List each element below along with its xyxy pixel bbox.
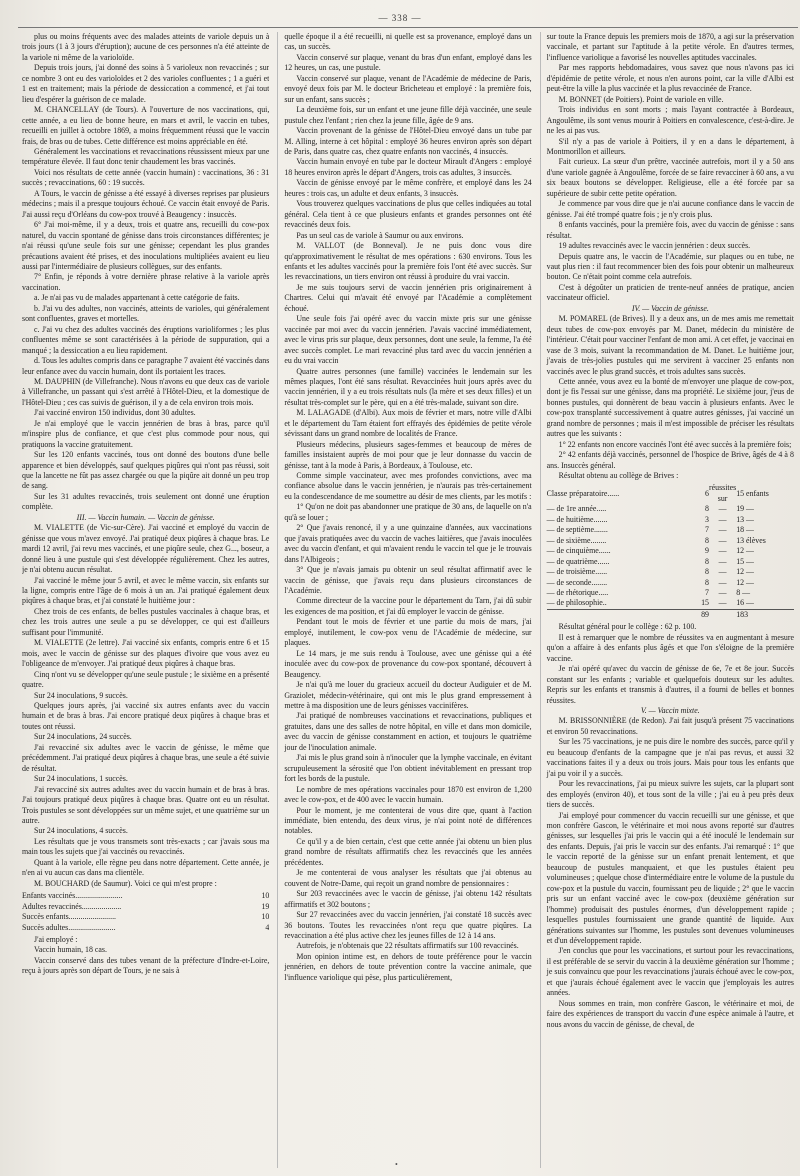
- paragraph: c. J'ai vu chez des adultes vaccinés des éruptions varioliformes ; les plus confluentes même se sont caractérisées à la période de suppuration, qui a manqué ; la dessiccation a eu lieu rapidement.: [22, 324, 270, 355]
- paragraph: J'ai pratiqué de nombreuses vaccinations et revaccinations, publiques et gratuites, dans une des salles de notre hôpital, en ville et dans mon domicile, avec du vaccin de génisse constamment en action, et toujours le quatrième jour de l'inoculation animale.: [284, 711, 532, 752]
- paragraph: Depuis quatre ans, le vaccin de l'Académie, sur plaques ou en tube, ne vaut plus rien : il faut recommencer bien des fois pour obtenir un malheureux bouton. Ce n'était point comme cela autrefois.: [546, 251, 794, 282]
- paragraph: Pour les revaccinations, j'ai pu mieux suivre les sujets, car la plupart sont des employés (environ 40), et tous sont de la ville ; j'ai eu à peu près deux tiers de succès.: [546, 779, 794, 810]
- saumur-table: [22, 891, 269, 933]
- paragraph: Je n'ai employé que le vaccin jennérien de bras à bras, parce qu'il m'inspire plus de confiance, et que c'est plus commode pour nous, qui pratiquons la vaccine gratuitement.: [22, 418, 270, 449]
- paragraph: Mon opinion intime est, en dehors de toute préférence pour le vaccin jennérien, en dehors de toute prévention contre la vaccine animale, que l'influence variolique qui pèse, plus particulièrement,: [284, 951, 532, 982]
- pupils: 19 —: [736, 504, 754, 514]
- successes: 6: [705, 488, 709, 498]
- successes: 8: [705, 567, 709, 577]
- pupils: 15 —: [736, 556, 754, 566]
- column-left: [22, 32, 269, 1168]
- paragraph: Sur 203 revaccinées avec le vaccin de génisse, j'ai obtenu 142 résultats affirmatifs et 302 boutons ;: [284, 889, 532, 909]
- paragraph: La deuxième fois, sur un enfant et une jeune fille déjà vaccinée, une seule pustule chez l'enfant ; rien chez la jeune fille, âgée de 9 ans.: [284, 105, 532, 125]
- col3-paras3: [547, 622, 794, 706]
- paragraph: 6° J'ai moi-même, il y a deux, trois et quatre ans, recueilli du cow-pox naturel, du vaccin spontané de génisse dans trois circonstances différentes; je n'ai réussi qu'une seule fois sur une génisse; cependant les plus grandes précautions avaient été prises, et des inoculations multipliées avaient eu lieu aussi par l'intermédiaire de plusieurs collègues, sur des enfants.: [22, 220, 270, 271]
- paragraph: Vaccin conservé dans des tubes venant de la préfecture d'Indre-et-Loire, reçu à jours après son départ de Tours, je ne sais à: [22, 955, 270, 976]
- class-label: — de quatrième......: [546, 556, 610, 566]
- paragraph: Sur les 120 enfants vaccinés, tous ont donné des boutons d'une belle apparence et bien développés, sauf quelques piqûres qui n'ont pas réussi, soit que la lancette ne fût pas assez chargée ou que la piqûre ait donné un peu trop de sang.: [22, 450, 270, 491]
- paragraph: M. DAUPHIN (de Villefranche). Nous n'avons eu que deux cas de variole à Villefranche, un passant qui s'est arrêté à l'Hôtel-Dieu, et la domestique de l'Hôtel-Dieu ; ces cas suivis de guérison, il y a de cela environ trois mois.: [22, 376, 270, 407]
- dash: —: [718, 514, 727, 524]
- paragraph: Trois individus en sont morts ; mais l'ayant contractée à Bordeaux, Angoulême, ils sont venus mourir à Poitiers en convalescence, c'est-à-dire. Je ne les ai pas vus.: [546, 105, 794, 136]
- paragraph: Depuis trois jours, j'ai donné des soins à 5 varioleux non revaccinés ; sur ce nombre 3 ont eu des varioloïdes et 2 des varioles confluentes ; 1 a guéri et 1 est en traitement; mais la période de dessiccation a commencé, et j'ai tout lieu d'espérer la guérison de ce malade.: [22, 63, 270, 104]
- section-title: IV. — Vaccin de génisse.: [631, 303, 709, 313]
- paragraph: Sur les 75 vaccinations, je ne puis dire le nombre des succès, parce qu'il y eu beaucoup d'enfants de la campagne que je n'ai pas revus, et aussi 32 vaccinations faites il y a deux ou trois jours. Mais pour tous les enfants que j'ai pu voir il y a succès.: [546, 737, 794, 778]
- paragraph: 2° 42 enfants déjà vaccinés, personnel de l'hospice de Brive, âgés de 4 à 8 ans. Insuccès général.: [546, 450, 794, 470]
- paragraph: Nous sommes en train, mon confrère Gascon, le vétérinaire et moi, de faire des expériences de transport du vaccin d'une espèce animale à l'autre, et nous avons du vaccin de génisse, de cheval, de: [546, 998, 794, 1029]
- col1-paras2: [22, 523, 269, 889]
- table-cell-value: 4: [265, 922, 270, 932]
- paragraph: J'ai employé :: [34, 934, 78, 944]
- paragraph: Sur 24 inoculations, 1 succès.: [34, 774, 128, 784]
- dash: —: [718, 598, 727, 608]
- paragraph: plus ou moins fréquents avec des malades atteints de variole depuis un à trois jours (1 à 3 jours d'éruption); aucune de ces personnes n'a été atteinte de la variole ni même de la varioloïde.: [22, 32, 270, 62]
- table-cell-value: 10: [261, 891, 270, 901]
- successes: 15: [701, 598, 709, 608]
- paragraph: Une seule fois j'ai opéré avec du vaccin mixte pris sur une génisse vaccinée par moi avec du vaccin jennérien. J'avais vacciné immédiatement, avec le virus pris sur plaque, deux personnes, dont une seule, la femme, l'a été avec succès complet. Le mari revacciné plus tard avec du vaccin jennérien a eu du vrai vaccin: [284, 314, 532, 366]
- paragraph: Quant à la variole, elle règne peu dans notre département. Cette année, je n'en ai vu aucun cas dans ma clientèle.: [22, 857, 270, 878]
- paragraph: Vaccin conservé sur plaque, venant du bras d'un enfant, employé dans les 12 heures, un cas, une pustule.: [284, 52, 532, 73]
- paragraph: Pas un seul cas de variole à Saumur ou aux environs.: [296, 230, 464, 240]
- paragraph: Plusieurs médecins, plusieurs sages-femmes et beaucoup de mères de familles insistaient auprès de moi pour que je leur donnasse du vaccin de génisse, tant à la mode à Paris, à Bordeaux, à Toulouse, etc.: [284, 439, 532, 470]
- table-row: [547, 567, 794, 577]
- table-cell-label: Enfants vaccinés........................: [22, 891, 123, 901]
- paragraph: M. CHANCELLAY (de Tours). A l'ouverture de nos vaccinations, qui, cette année, a eu lieu de bonne heure, en mars et avril, le vaccin en tubes, recueilli en juillet à octobre 1869, a moins fréquemment réussi que le vaccin frais, de bras ou de tubes. Cette différence est moins appréciable en été.: [22, 105, 270, 146]
- paragraph: J'en conclus que pour les vaccinations, et surtout pour les revaccinations, il est préférable de se servir du vaccin à la deuxième génération sur l'homme ; je suis convaincu que pour les revaccinations j'aurais échoué avec le cow-pox, et que j'aurais échoué également avec le vaccin que j'employais les autres années.: [546, 946, 794, 998]
- page-number: — 338 —: [378, 13, 422, 23]
- dash: —: [718, 567, 727, 577]
- paragraph: J'ai vacciné environ 150 individus, dont 30 adultes.: [34, 408, 196, 418]
- paragraph: Sur les 31 adultes revaccinés, trois seulement ont donné une éruption complète.: [22, 491, 270, 512]
- table-row: [547, 515, 794, 525]
- paragraph: Fait curieux. La sœur d'un prêtre, vaccinée autrefois, mort il y a 50 ans d'une variole gagnée à Angoulême, forcée de se faire revacciner à 60 ans, a vu six beaux boutons se développer. Religieuse, elle a été forcée par sa supérieure de subir cette petite opération.: [546, 157, 794, 198]
- paragraph: J'ai employé pour commencer du vaccin recueilli sur une génisse, et que mon confrère Gascon, le vétérinaire et moi nous avons reporté sur d'autres génisses, sur lesquelles j'ai pris le vaccin qui a été inoculé le lendemain sur des enfants. Depuis, j'ai pris le vaccin sur des enfants. J'ai remarqué : 1° que le vaccin reporté de la génisse sur un enfant prenait lentement, et que beaucoup de pustules manquaient, et que les pustules étaient peu volumineuses ; quelque chose d'intermédiaire entre le volume de la pustule du cow-pox et la pustule du vaccin, fournissant peu de liquide ; 2° que le vaccin pris sur un enfant vacciné avec le cow-pox (deuxième génération sur l'homme) produisait des pustules énormes, d'un développement rapide ; lesquelles pustules fournissaient une grande quantité de liquide. Aux générations suivantes sur l'homme, les pustules sont devenues volumineuses et d'un développement rapide.: [546, 810, 794, 945]
- column-right: [540, 32, 794, 1168]
- paragraph: J'ai vacciné le même jour 5 avril, et avec le même vaccin, six enfants sur la ligne, compris entre l'âge de 6 mois à un an. J'ai pratiqué également deux piqûres à chaque bras, et j'ai constaté le huitième jour :: [22, 575, 270, 606]
- paragraph: M. BOUCHARD (de Saumur). Voici ce qui m'est propre :: [34, 878, 217, 888]
- paragraph: Vaccin conservé sur plaque, venant de l'Académie de médecine de Paris, envoyé deux fois par M. le docteur Bricheteau et employé : la première fois, sur un enfant, sans succès ;: [284, 73, 532, 104]
- paragraph: Le 14 mars, je me suis rendu à Toulouse, avec une génisse qui a été inoculée avec du cow-pox de provenance du cow-pox spontané, découvert à Beaugency.: [284, 648, 532, 679]
- paragraph: Quelques jours après, j'ai vacciné six autres enfants avec du vaccin humain et de bras à bras. J'ai encore pratiqué deux piqûres à chaque bras et toutes ont réussi.: [22, 701, 270, 731]
- paragraph: M. POMAREL (de Brives). Il y a deux ans, un de mes amis me remettait deux tubes de cow-pox envoyés par M. Danet, médecin du ministère de l'intérieur. C'était pour vacciner l'enfant de mon ami. A cet effet, je vaccinai en vase de 3 mois, suivant la recommandation de M. Danet. Le huitième jour, j'avais de très-jolies pustules qui me servirent à vacciner 25 enfants non vaccinés avec le plus grand succès, et trois adultes sans succès.: [546, 314, 794, 376]
- paragraph: Le nombre de mes opérations vaccinales pour 1870 est environ de 1,200 avec le cow-pox, et de 400 avec le vaccin humain.: [284, 784, 532, 805]
- paragraph: 7° Enfin, je réponds à votre dernière phrase relative à la variole après vaccination.: [22, 272, 270, 292]
- paragraph: Vaccin humain, 18 cas.: [34, 945, 107, 955]
- paragraph: b. J'ai vu des adultes, non vaccinés, atteints de varioles, qui généralement sont confluentes, graves et mortelles.: [22, 303, 270, 324]
- header-rule: [18, 27, 798, 28]
- mid-label: réussites sur: [709, 483, 737, 503]
- col3-paras: [547, 32, 794, 304]
- paragraph: Sur 24 inoculations, 9 succès.: [34, 690, 128, 700]
- table-row: [22, 912, 269, 922]
- pupils: 12 —: [736, 567, 754, 577]
- paragraph: Pour le moment, je me contenterai de vous dire que, quant à l'action immédiate, bien entendu, des deux virus, je n'ai point noté de différences notables.: [284, 805, 532, 836]
- paragraph: M. VALLOT (de Bonneval). Je ne puis donc vous dire qu'approximativement le résultat de mes opérations : 630 environs. Tous les enfants et les adultes vaccinés pour la première fois l'ont été avec succès. Sur les revaccinations, un tiers environ ont réussi à produire du vrai vaccin.: [284, 241, 532, 282]
- class-label: — de rhétorique.....: [546, 588, 609, 598]
- text-columns: [22, 32, 794, 1168]
- table-row: [547, 598, 794, 609]
- class-label: — de philosophie..: [546, 598, 607, 608]
- paragraph: Par mes rapports hebdomadaires, vous savez que nous n'avons pas ici d'épidémie de petite vérole, et nous n'en aurons point, car la ville d'Albi est peut-être la ville la plus vaccinée et la plus revaccinée de France.: [546, 63, 794, 94]
- pupils: 12 —: [736, 546, 754, 556]
- section-title: III. — Vaccin humain. — Vaccin de génisse.: [76, 512, 215, 522]
- pupils: 13 —: [736, 514, 754, 524]
- col2-paras: [284, 32, 531, 983]
- paragraph: quelle époque il a été recueilli, ni quelle est sa provenance, employé dans un cas, un succès.: [284, 32, 532, 52]
- paragraph: Comme simple vaccinateur, avec mes profondes convictions, avec ma confiance absolue dans le vaccin jennérien, je n'aurais pas très-certainement eu la condescendance de me soumettre au désir de mes clients, par les motifs :: [284, 471, 532, 501]
- paragraph: Ce qu'il y a de bien certain, c'est que cette année j'ai obtenu un bien plus grand nombre de résultats affirmatifs chez les revaccinés que les années précédentes.: [284, 836, 532, 867]
- table-row: [22, 902, 269, 912]
- paragraph: 2° Que j'avais renoncé, il y a une quinzaine d'années, aux vaccinations que j'avais pratiquées avec du vaccin de vaches laitières, que j'avais inoculées avec du vaccin d'enfant, et qui m'avaient rendu le vaccin tel que je le trouvais dans l'Albigeois ;: [284, 523, 532, 564]
- table-row: [547, 588, 794, 598]
- pupils: 12 —: [736, 577, 754, 587]
- paragraph: Vaccin de génisse envoyé par le même confrère, et employé dans les 24 heures : trois cas, un adulte et deux enfants, 3 insuccès.: [284, 178, 532, 198]
- paragraph: M. VIALETTE (2e lettre). J'ai vacciné six enfants, compris entre 6 et 15 mois, avec le vaccin de génisse sur des plaques d'ivoire que vous avez eu l'obligeance de m'envoyer. J'ai pratiqué deux piqûres à chaque bras.: [22, 638, 270, 669]
- paragraph: Je n'ai qu'à me louer du gracieux accueil du docteur Audiguier et de M. Graziolet, médecin-vétérinaire, qui ont mis le plus grand empressement à mettre à ma disposition une de leurs génisses vaccinifères.: [284, 680, 532, 710]
- paragraph: Les résultats que je vous transmets sont très-exacts ; car j'avais sous ma main tous les sujets que j'ai vaccinés ou revaccinés.: [22, 836, 270, 857]
- paragraph: sur toute la France depuis les premiers mois de 1870, a agi sur la préservation vaccinale, et partant sur l'aptitude à la petite vérole. En d'autres termes, l'influence variolique a favorisé les nouvelles aptitudes vaccinales.: [546, 32, 794, 62]
- paragraph: Je me contenterai de vous analyser les résultats que j'ai obtenus au couvent de Notre-Dame, qui reçoit un grand nombre de pensionnaires :: [284, 868, 532, 888]
- paragraph: 19 adultes revaccinés avec le vaccin jennérien : deux succès.: [558, 241, 751, 251]
- successes: 7: [705, 525, 709, 535]
- paragraph: 1° Qu'on ne doit pas abandonner une pratique de 30 ans, de laquelle on n'a qu'à se louer ;: [284, 502, 532, 522]
- col1-paras3: [22, 935, 269, 977]
- paragraph: Pendant tout le mois de février et une partie du mois de mars, j'ai employé, inutilement, le cow-pox venu de l'Académie de médecine, sur plaques.: [284, 617, 532, 648]
- paragraph: J'ai revacciné six autres adultes avec du vaccin humain et de bras à bras. J'ai toujours pratiqué deux piqûres à chaque bras. Quatre ont eu un résultat. Trois pustules se sont développées sur un même sujet, et une quatrième sur un autre.: [22, 784, 270, 825]
- paragraph: Sur 24 inoculations, 24 succès.: [34, 732, 132, 742]
- dash: —: [718, 546, 727, 556]
- col3-paras4: [547, 716, 794, 1030]
- class-label: — de cinquième......: [546, 546, 611, 556]
- paragraph: C'est à dégoûter un praticien de trente-neuf années de pratique, ancien vaccinateur officiel.: [546, 282, 794, 303]
- paragraph: d. Tous les adultes compris dans ce paragraphe 7 avaient été vaccinés dans leur enfance avec du vaccin humain, dont ils portaient les traces.: [22, 356, 270, 376]
- paragraph: Résultat obtenu au collège de Brives :: [558, 471, 679, 481]
- successes: 8: [705, 556, 709, 566]
- pupils: 13 élèves: [736, 535, 766, 545]
- dash: —: [718, 504, 727, 514]
- table-row: [547, 525, 794, 535]
- table-row: [22, 891, 269, 901]
- column-middle: [277, 32, 531, 1168]
- dash: —: [718, 588, 727, 598]
- brives-results-table: [547, 483, 794, 620]
- table-row: [22, 923, 269, 933]
- paragraph: 3° Que je n'avais jamais pu obtenir un seul résultat affirmatif avec le vaccin de génisse, que j'avais reçu dans plusieurs circonstances de l'Académie.: [284, 565, 532, 596]
- dash: —: [718, 525, 727, 535]
- successes: 9: [705, 546, 709, 556]
- paragraph: Sur 24 inoculations, 4 succès.: [34, 826, 128, 836]
- paragraph: J'ai mis le plus grand soin à n'inoculer que la lymphe vaccinale, en évitant scrupuleusement la sérosité que l'on obtient inévitablement en pressant trop fort les bords de la pustule.: [284, 753, 532, 784]
- table-row: [547, 504, 794, 514]
- paragraph: Il est à remarquer que le nombre de réussites va en augmentant à mesure qu'on a affaire à des enfants plus âgés et que l'on s'éloigne de la première vaccine.: [546, 632, 794, 663]
- paragraph: M. VIALETTE (de Vic-sur-Cère). J'ai vacciné et employé du vaccin de génisse que vous m'avez envoyé. J'ai pratiqué deux piqûres à chaque bras. Le mardi 12 avril, j'ai revu mes vaccinés, et une piqûre seule, chez G..., boseur, a donné lieu à une pustule qui s'est développée régulièrement. Chez les autres, je n'ai obtenu aucun résultat.: [22, 523, 270, 575]
- table-row: [547, 557, 794, 567]
- table-cell-label: Adultes revaccinés....................: [22, 901, 122, 911]
- table-total-row: [547, 609, 794, 620]
- class-label: — de seconde........: [546, 577, 608, 587]
- pupils: 8 —: [736, 588, 750, 598]
- class-label: — de huitième.......: [546, 514, 608, 524]
- successes: 8: [705, 504, 709, 514]
- dash: —: [718, 535, 727, 545]
- table-row: [547, 536, 794, 546]
- paragraph: Sur 27 revaccinées avec du vaccin jennérien, j'ai constaté 18 succès avec 36 boutons. Toutes les revaccinées n'ont reçu que quatre piqûres. La revaccination a été plus active chez les jeunes filles de 12 à 14 ans.: [284, 910, 532, 940]
- class-label: Classe préparatoire......: [546, 488, 620, 498]
- table-row: [547, 483, 794, 504]
- total-successes: 89: [675, 609, 709, 620]
- paragraph: M. LALAGADE (d'Albi). Aux mois de février et mars, notre ville d'Albi et le département du Tarn étaient fort effrayés des épidémies de petite vérole sévissant dans un grand nombre de localités de France.: [284, 408, 532, 439]
- paragraph: Généralement les vaccinations et revaccinations réussissent mieux par une température élevée. Il faut donc tenir chaudement les bras vaccinés.: [22, 146, 270, 167]
- paragraph: J'ai revacciné six adultes avec le vaccin de génisse, le même que précédemment. J'ai pratiqué deux piqûres à chaque bras, une seule a été suivie de résultat.: [22, 742, 270, 773]
- dash: —: [718, 556, 727, 566]
- paragraph: Je n'ai opéré qu'avec du vaccin de génisse de 6e, 7e et 8e jour. Succès constant sur les enfants ; variable et quelquefois douteux sur les adultes. Repris sur les enfants et transmis à d'autres, il a fourni de belles et bonnes réussites.: [546, 664, 794, 705]
- table-row: [547, 578, 794, 588]
- paragraph: 1° 22 enfants non encore vaccinés l'ont été avec succès à la première fois;: [558, 439, 792, 449]
- table-row: [547, 546, 794, 556]
- table-cell-label: Succès adultes........................: [22, 922, 116, 932]
- section-title: V. — Vaccin mixte.: [640, 706, 700, 715]
- paragraph: Comme directeur de la vaccine pour le département du Tarn, j'ai dû subir les exigences de ma position, et j'ai dû employer le vaccin de génisse.: [284, 596, 532, 616]
- paragraph: Vaccin provenant de la génisse de l'Hôtel-Dieu envoyé dans un tube par M. Alling, interne à cet hôpital : employé 36 heures environ après son départ de Paris, dans quatre cas, chez quatre enfants non vaccinés, 4 insuccès.: [284, 126, 532, 156]
- successes: 3: [705, 514, 709, 524]
- paragraph: Je me suis toujours servi de vaccin jennérien pris originairement à Chartres. Celui qui m'avait été envoyé par l'Académie a complètement échoué.: [284, 282, 532, 313]
- paragraph: M. BRISSONNIÈRE (de Redon). J'ai fait jusqu'à présent 75 vaccinations et environ 50 revaccinations.: [546, 716, 794, 736]
- paragraph: S'il n'y a pas de variole à Poitiers, il y en a dans le département, à Montmorillon et ailleurs.: [546, 136, 794, 156]
- class-label: — de sixième........: [546, 535, 607, 545]
- paragraph: a. Je n'ai pas vu de malades appartenant à cette catégorie de faits.: [34, 293, 240, 303]
- col3-paras2: [547, 314, 794, 481]
- pupils: 18 —: [736, 525, 754, 535]
- paragraph: Je commence par vous dire que je n'ai aucune confiance dans le vaccin de génisse. J'ai été trompé quatre fois ; je n'y crois plus.: [546, 199, 794, 219]
- total-pupils: 183: [736, 609, 794, 620]
- pupils: 16 —: [736, 598, 754, 608]
- paragraph: Autrefois, je n'obtenais que 22 résultats affirmatifs sur 100 revaccinés.: [296, 941, 519, 951]
- class-label: — de troisième......: [546, 567, 608, 577]
- paragraph: Voici nos résultats de cette année (vaccin humain) : vaccinations, 36 : 31 succès ; revaccinations, 60 : 19 succès.: [22, 167, 270, 188]
- successes: 8: [705, 577, 709, 587]
- table-cell-label: Succès enfants........................: [22, 912, 117, 922]
- page-mark: •: [395, 1160, 398, 1169]
- class-label: — de septième.......: [546, 525, 608, 535]
- paragraph: Vous trouverez quelques vaccinations de plus que celles indiquées au total général. Cela tient à ce que plusieurs enfants et grandes personnes ont été revaccinés deux fois.: [284, 199, 532, 230]
- paragraph: A Tours, le vaccin de génisse a été essayé à diverses reprises par plusieurs médecins ; mais il a presque toujours échoué. Ce vaccin était envoyé de Paris. J'ai aussi reçu d'Orléans du cow-pox trouvé à Beaugency : insuccès.: [22, 188, 270, 219]
- paragraph: Quatre autres personnes (une famille) vaccinées le lendemain sur les mêmes plaques, l'ont été sans résultat. Revaccinées huit jours après avec du vaccin jennérien, il y a eu trois résultats nuls (la mère et ses deux filles) et un résultat très-complet sur le père, qui en a été très-malade, suivant son dire.: [284, 366, 532, 407]
- paragraph: Vaccin humain envoyé en tube par le docteur Mirault d'Angers : employé 18 heures environ après le départ d'Angers, trois cas adultes, 3 insuccès.: [284, 157, 532, 177]
- successes: 7: [705, 588, 709, 598]
- dash: —: [718, 577, 727, 587]
- paragraph: 8 enfants vaccinés, pour la première fois, avec du vaccin de génisse : sans résultat.: [546, 220, 794, 240]
- table-cell-value: 10: [261, 912, 270, 922]
- pupils: 15 enfants: [736, 488, 769, 498]
- paragraph: Cette année, vous avez eu la bonté de m'envoyer une plaque de cow-pox, dont je fis l'essai sur une génisse, dans ma propriété. Le sixième jour, j'eus de bonnes pustules, qui donnèrent de beau vaccin à plusieurs enfants. Avec le cow-pox transplanté successivement à quatre autres génisses, j'ai vacciné un grand nombre de personnes ; mais il m'est impossible de préciser les résultats autres que les suivants :: [546, 376, 794, 439]
- successes: 8: [705, 535, 709, 545]
- paragraph: Cinq n'ont vu se développer qu'une seule pustule ; le sixième en a présenté quatre.: [22, 669, 270, 690]
- col1-paras: [22, 32, 269, 513]
- class-label: — de 1re année.....: [546, 504, 607, 514]
- paragraph: M. BONNET (de Poitiers). Point de variole en ville.: [558, 94, 724, 104]
- paragraph: Chez trois de ces enfants, de belles pustules vaccinales à chaque bras, et chez les trois autres une seule a pu se développer, ce qui est d'ailleurs suffisant pour l'immunité.: [22, 606, 270, 637]
- paragraph: Résultat général pour le collège : 62 p. 100.: [558, 622, 697, 632]
- table-cell-value: 19: [261, 901, 270, 911]
